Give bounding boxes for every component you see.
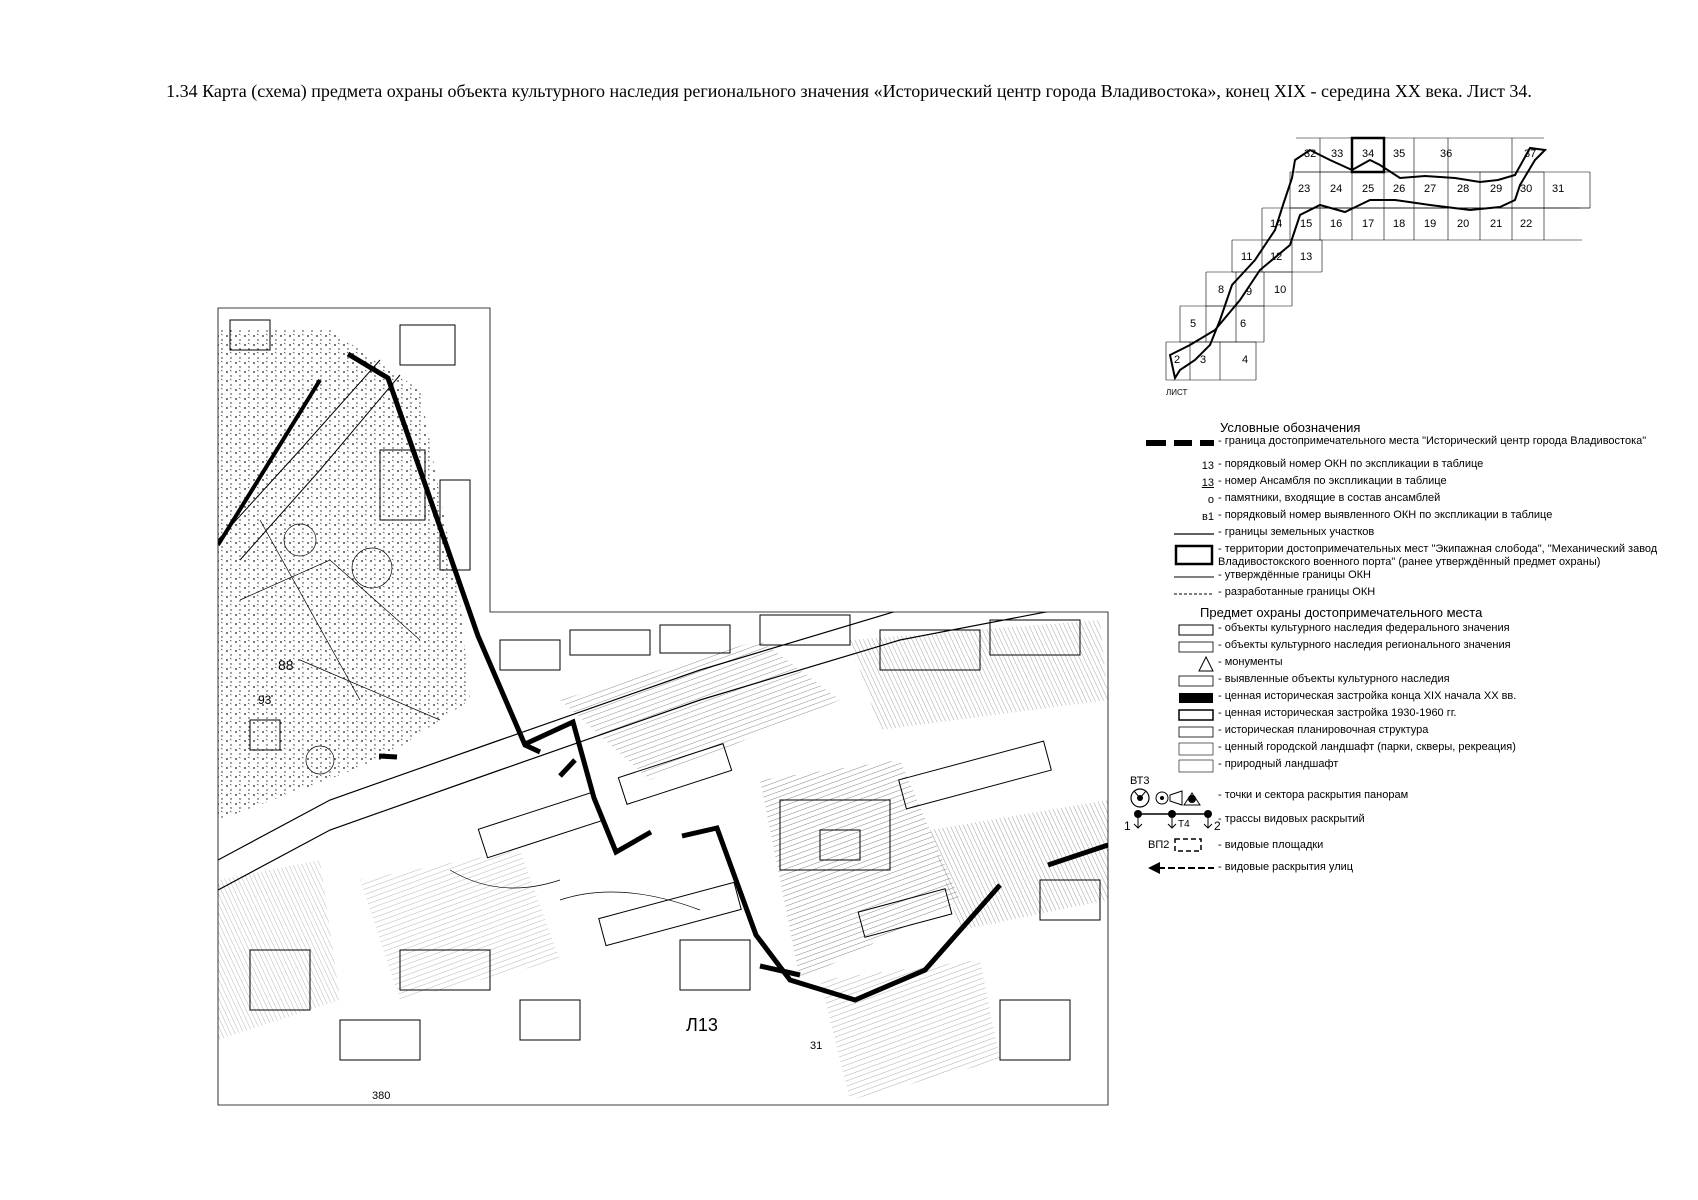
sheet-8[interactable]: 8 bbox=[1218, 284, 1225, 296]
dash-line-icon bbox=[1174, 591, 1214, 597]
sheet-3[interactable]: 3 bbox=[1200, 354, 1207, 366]
federal-rect-icon bbox=[1178, 624, 1214, 636]
legend-subheading: Предмет охраны достопримечательного места bbox=[1200, 605, 1483, 620]
thin-line-icon bbox=[1174, 574, 1214, 580]
regional-rect-icon bbox=[1178, 641, 1214, 653]
sheet-37[interactable]: 37 bbox=[1524, 148, 1537, 160]
sheet-19[interactable]: 19 bbox=[1424, 218, 1437, 230]
sheet-15[interactable]: 15 bbox=[1300, 218, 1313, 230]
legend bbox=[1124, 420, 1690, 879]
sheet-33[interactable]: 33 bbox=[1331, 148, 1344, 160]
view-routes-icon bbox=[1130, 808, 1214, 832]
sheet-28[interactable]: 28 bbox=[1457, 183, 1470, 195]
sheet-14[interactable]: 14 bbox=[1270, 218, 1283, 230]
legend-item-federal: - объекты культурного наследия федерального значения bbox=[1170, 622, 1690, 639]
planning-rect-icon bbox=[1178, 726, 1214, 738]
ensemble-number-symbol: 13 bbox=[1201, 476, 1214, 489]
route-end-label: 2 bbox=[1214, 819, 1221, 833]
sheet-24[interactable]: 24 bbox=[1330, 183, 1343, 195]
region-label-l13[interactable]: Л13 bbox=[686, 1015, 718, 1035]
identified-number-symbol: в1 bbox=[1202, 510, 1214, 523]
sheet-31[interactable]: 31 bbox=[1552, 183, 1565, 195]
legend-item-landscape: - ценный городской ландшафт (парки, скверы, рекреация) bbox=[1170, 741, 1690, 758]
sheet-4[interactable]: 4 bbox=[1242, 354, 1249, 366]
sheet-6[interactable]: 6 bbox=[1240, 318, 1247, 330]
legend-item-valuable-1930: - ценная историческая застройка 1930-1960 гг. bbox=[1170, 707, 1690, 724]
sheet-26[interactable]: 26 bbox=[1393, 183, 1406, 195]
thin-line-icon bbox=[1174, 531, 1214, 537]
valuable-1930-rect-icon bbox=[1178, 709, 1214, 721]
okn-number-symbol: 13 bbox=[1201, 459, 1214, 472]
monument-label-93[interactable]: 93 bbox=[258, 693, 272, 707]
legend-heading: Условные обозначения bbox=[1220, 420, 1361, 435]
sheet-23[interactable]: 23 bbox=[1298, 183, 1311, 195]
route-mid-label: Т4 bbox=[1178, 819, 1190, 830]
natural-rect-icon bbox=[1178, 759, 1214, 773]
street-view-arrow-icon bbox=[1148, 861, 1214, 875]
view-platform-icon bbox=[1173, 837, 1203, 853]
sheet-27[interactable]: 27 bbox=[1424, 183, 1437, 195]
legend-item-identified-number: в1 - порядковый номер выявленного ОКН по экспликации в таблице bbox=[1202, 509, 1553, 523]
legend-item-ensemble-monuments: о - памятники, входящие в состав ансамблей bbox=[1207, 492, 1441, 506]
legend-item-approved: - утверждённые границы ОКН bbox=[1170, 569, 1690, 586]
panorama-points-icon bbox=[1130, 787, 1214, 809]
sheet-25[interactable]: 25 bbox=[1362, 183, 1375, 195]
sheet-12[interactable]: 12 bbox=[1270, 251, 1283, 263]
panorama-label: ВТ3 bbox=[1130, 775, 1150, 787]
historic-center-outline bbox=[1170, 148, 1545, 378]
sheet-18[interactable]: 18 bbox=[1393, 218, 1406, 230]
ensemble-label-88[interactable]: 88 bbox=[278, 657, 294, 673]
sheet-21[interactable]: 21 bbox=[1490, 218, 1503, 230]
sheet-17[interactable]: 17 bbox=[1362, 218, 1375, 230]
identified-rect-icon bbox=[1178, 675, 1214, 687]
legend-item-boundary: - граница достопримечательного места "Исторический центр города Владивостока" bbox=[1170, 435, 1690, 452]
sheet-10[interactable]: 10 bbox=[1274, 284, 1287, 296]
bold-rect-icon bbox=[1174, 544, 1214, 566]
legend-item-territories: - территории достопримечательных мест "Экипажная слобода", "Механический завод Владивостокского военного порта" (ранее утверждённый предмет охраны) bbox=[1170, 543, 1690, 569]
sheet-20[interactable]: 20 bbox=[1457, 218, 1470, 230]
platform-label: ВП2 bbox=[1148, 839, 1170, 851]
dashed-boundary-icon bbox=[1144, 439, 1214, 447]
sheet-5[interactable]: 5 bbox=[1190, 318, 1197, 330]
map-label-380: 380 bbox=[372, 1090, 391, 1102]
topographic-base-map bbox=[218, 308, 1108, 1105]
sheet-index-grid[interactable] bbox=[1166, 138, 1590, 380]
legend-item-view-routes: 1 Т4 2 - трассы видовых раскрытий bbox=[1170, 807, 1690, 833]
black-rect-icon bbox=[1178, 692, 1214, 704]
sheet-35[interactable]: 35 bbox=[1393, 148, 1406, 160]
monument-triangle-icon bbox=[1198, 656, 1214, 672]
legend-item-ensemble-number: 13 - номер Ансамбля по экспликации в таблице bbox=[1201, 475, 1447, 489]
landscape-rect-icon bbox=[1178, 742, 1214, 756]
legend-item-monuments: - монументы bbox=[1170, 656, 1690, 673]
sheet-11[interactable]: 11 bbox=[1241, 251, 1253, 263]
page-title: 1.34 Карта (схема) предмета охраны объекта культурного наследия регионального значения «Исторический центр города Владивостока», конец XIX - середина XX века. Лист 34. bbox=[166, 81, 1532, 101]
sheet-30[interactable]: 30 bbox=[1520, 183, 1533, 195]
route-start-label: 1 bbox=[1124, 819, 1131, 833]
sheet-32[interactable]: 32 bbox=[1304, 148, 1317, 160]
sheet-9[interactable]: 9 bbox=[1246, 286, 1253, 298]
legend-item-planning: - историческая планировочная структура bbox=[1170, 724, 1690, 741]
legend-item-natural: - природный ландшафт bbox=[1170, 758, 1690, 775]
legend-item-developed: - разработанные границы ОКН bbox=[1170, 586, 1690, 603]
legend-item-panorama-points: ВТ3 - точки и сектора раскрытия панорам bbox=[1170, 781, 1690, 807]
legend-item-regional: - объекты культурного наследия регионального значения bbox=[1170, 639, 1690, 656]
legend-item-view-platforms: ВП2 - видовые площадки bbox=[1148, 839, 1324, 851]
monument-circle-symbol: о bbox=[1207, 493, 1214, 506]
sheet-16[interactable]: 16 bbox=[1330, 218, 1343, 230]
legend-item-street-views: - видовые раскрытия улиц bbox=[1170, 857, 1690, 879]
sheet-36[interactable]: 36 bbox=[1440, 148, 1453, 160]
legend-item-okn-number: 13 - порядковый номер ОКН по экспликации в таблице bbox=[1201, 458, 1484, 472]
sheet-2[interactable]: 2 bbox=[1174, 354, 1181, 366]
legend-item-identified: - выявленные объекты культурного наследия bbox=[1170, 673, 1690, 690]
sheet-13[interactable]: 13 bbox=[1300, 251, 1313, 263]
sheet-corner-label: ЛИСТ bbox=[1166, 388, 1188, 397]
legend-item-valuable-xix: - ценная историческая застройка конца XIX начала XX вв. bbox=[1170, 690, 1690, 707]
legend-item-land-plots: - границы земельных участков bbox=[1170, 526, 1690, 543]
sheet-34[interactable]: 34 bbox=[1362, 148, 1375, 160]
sheet-29[interactable]: 29 bbox=[1490, 183, 1503, 195]
sheet-22[interactable]: 22 bbox=[1520, 218, 1533, 230]
map-label-31: 31 bbox=[810, 1040, 823, 1052]
